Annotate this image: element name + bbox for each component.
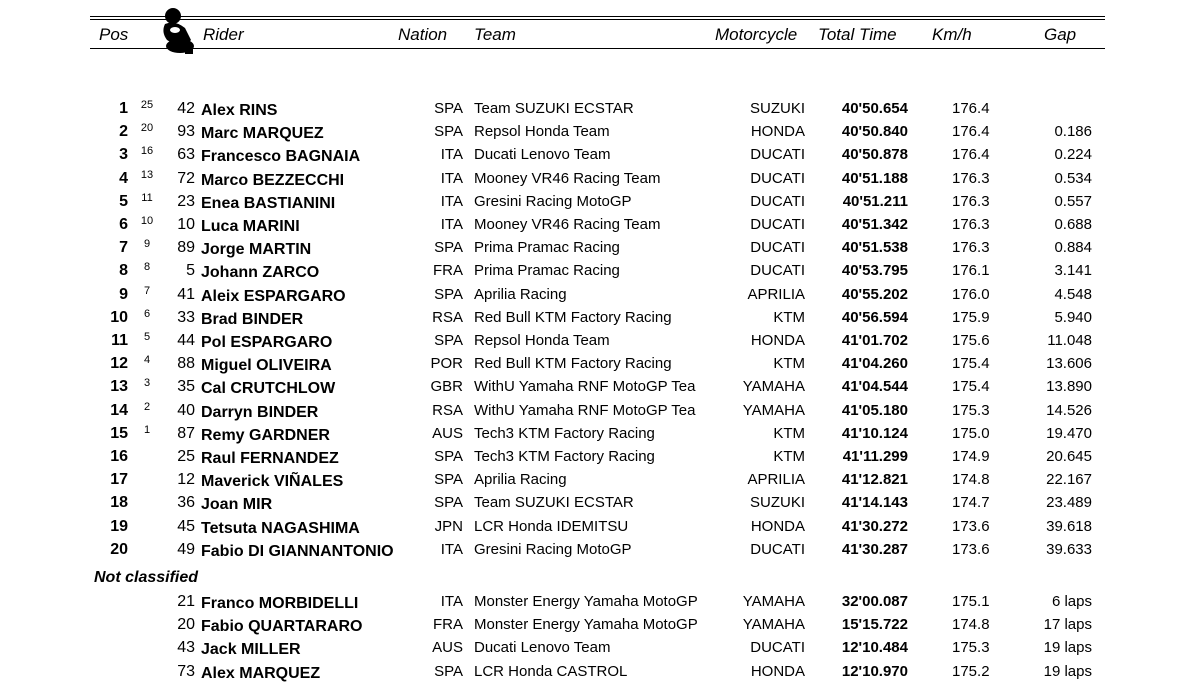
position-cell: 5 (119, 192, 128, 210)
speed-cell: 176.3 (952, 192, 990, 210)
team-cell: Gresini Racing MotoGP (474, 192, 632, 210)
rider-number-cell: 44 (177, 332, 195, 349)
team-cell: Repsol Honda Team (474, 123, 610, 141)
speed-cell: 174.7 (952, 494, 990, 512)
nation-cell: SPA (434, 494, 463, 512)
table-row (0, 375, 1200, 398)
team-cell: LCR Honda CASTROL (474, 662, 628, 680)
points-cell: 25 (140, 99, 154, 111)
table-row (0, 213, 1200, 236)
position-cell: 11 (111, 332, 128, 349)
rider-number-cell: 40 (177, 401, 195, 419)
team-cell: Aprilia Racing (474, 471, 567, 489)
position-cell: 18 (110, 494, 128, 512)
position-cell: 6 (119, 216, 128, 233)
gap-cell: 5.940 (1054, 308, 1092, 326)
points-cell: 1 (143, 423, 151, 436)
rider-number-cell: 23 (177, 192, 195, 210)
speed-cell: 175.6 (952, 332, 990, 349)
speed-cell: 175.1 (952, 593, 990, 610)
gap-cell: 0.534 (1054, 169, 1092, 187)
header-total-time: Total Time (818, 25, 897, 44)
rider-name-cell: Pol ESPARGARO (201, 334, 333, 351)
team-cell: Tech3 KTM Factory Racing (474, 448, 655, 465)
gap-cell: 20.645 (1046, 448, 1092, 465)
motorcycle-cell: KTM (773, 448, 805, 465)
rider-number-cell: 93 (177, 123, 195, 141)
nation-cell: RSA (432, 308, 463, 326)
total-time-cell: 41'01.702 (841, 332, 908, 349)
nation-cell: SPA (434, 662, 463, 680)
total-time-cell: 40'50.878 (841, 146, 908, 164)
team-cell: Ducati Lenovo Team (474, 146, 611, 164)
gap-cell: 14.526 (1046, 401, 1092, 419)
team-cell: Repsol Honda Team (474, 332, 610, 349)
rider-number-cell: 88 (177, 355, 195, 373)
team-cell: WithU Yamaha RNF MotoGP Tea (474, 401, 696, 419)
gap-cell: 6 laps (1051, 593, 1092, 610)
table-row (0, 613, 1200, 636)
speed-cell: 174.8 (952, 471, 990, 489)
motorcycle-cell: DUCATI (750, 146, 805, 164)
points-cell: 4 (143, 354, 151, 367)
rider-name-cell: Miguel OLIVEIRA (201, 357, 332, 375)
points-cell: 6 (143, 307, 151, 320)
gap-cell: 17 laps (1043, 616, 1092, 634)
speed-cell: 174.9 (952, 448, 990, 465)
rider-number-cell: 20 (177, 616, 195, 634)
motorcycle-cell: HONDA (750, 517, 805, 535)
team-cell: Mooney VR46 Racing Team (474, 216, 661, 233)
speed-cell: 174.8 (952, 616, 990, 634)
motorcycle-cell: YAMAHA (742, 616, 805, 634)
total-time-cell: 40'56.594 (841, 308, 908, 326)
rider-name-cell: Tetsuta NAGASHIMA (201, 519, 360, 537)
motorcycle-cell: HONDA (750, 332, 805, 349)
rider-number-cell: 21 (177, 593, 195, 610)
rider-name-cell: Aleix ESPARGARO (201, 287, 346, 305)
rider-name-cell: Brad BINDER (201, 310, 304, 328)
points-cell: 7 (143, 284, 151, 297)
nation-cell: AUS (432, 424, 463, 442)
rider-number-cell: 36 (177, 494, 195, 512)
rider-name-cell: Marco BEZZECCHI (201, 171, 345, 189)
total-time-cell: 32'00.087 (841, 593, 908, 610)
nation-cell: SPA (434, 123, 463, 141)
points-cell: 3 (143, 377, 151, 390)
team-cell: Red Bull KTM Factory Racing (474, 355, 672, 373)
table-row (0, 329, 1200, 352)
speed-cell: 176.4 (952, 100, 990, 117)
nation-cell: SPA (434, 285, 463, 303)
total-time-cell: 41'04.544 (841, 378, 908, 396)
header-pos: Pos (99, 25, 129, 44)
total-time-cell: 41'04.260 (841, 355, 908, 373)
table-row (0, 468, 1200, 491)
nation-cell: GBR (430, 378, 463, 396)
table-row (0, 97, 1200, 120)
gap-cell: 23.489 (1046, 494, 1092, 512)
gap-cell: 0.186 (1054, 123, 1092, 141)
header-top-rule-2 (90, 19, 1105, 20)
rider-number-cell: 87 (177, 424, 195, 442)
rider-number-cell: 25 (177, 448, 195, 465)
nation-cell: JPN (434, 517, 463, 535)
speed-cell: 175.9 (952, 308, 990, 326)
team-cell: Gresini Racing MotoGP (474, 540, 632, 558)
table-row (0, 259, 1200, 282)
nation-cell: ITA (440, 593, 463, 610)
position-cell: 16 (110, 448, 128, 465)
header-bottom-rule (90, 48, 1105, 49)
rider-name-cell: Johann ZARCO (201, 264, 320, 282)
gap-cell: 19 laps (1043, 639, 1092, 657)
team-cell: Prima Pramac Racing (474, 262, 620, 280)
rider-name-cell: Jack MILLER (201, 641, 301, 659)
position-cell: 15 (110, 424, 128, 442)
gap-cell: 4.548 (1054, 285, 1092, 303)
points-cell: 20 (140, 122, 154, 135)
gap-cell: 19.470 (1046, 424, 1092, 442)
motorcycle-cell: SUZUKI (749, 100, 805, 117)
points-cell: 8 (143, 261, 151, 274)
speed-cell: 176.3 (952, 239, 990, 257)
rider-number-cell: 45 (177, 517, 195, 535)
rider-number-cell: 43 (177, 639, 195, 657)
position-cell: 8 (119, 262, 128, 280)
position-cell: 20 (110, 540, 128, 558)
header-top-rule (90, 16, 1105, 17)
position-cell: 7 (119, 239, 128, 257)
rider-number-cell: 5 (186, 262, 195, 280)
rider-number-cell: 42 (177, 100, 195, 117)
rider-number-cell: 49 (177, 540, 195, 558)
rider-name-cell: Maverick VIÑALES (201, 473, 344, 491)
nation-cell: POR (430, 355, 463, 373)
team-cell: Ducati Lenovo Team (474, 639, 611, 657)
table-row (0, 236, 1200, 259)
gap-cell: 13.890 (1046, 378, 1092, 396)
nation-cell: ITA (440, 540, 463, 558)
not-classified-heading: Not classified (94, 569, 199, 586)
rider-name-cell: Alex MARQUEZ (201, 664, 321, 682)
nation-cell: ITA (440, 216, 463, 233)
rider-name-cell: Marc MARQUEZ (201, 125, 324, 143)
motorcycle-cell: DUCATI (750, 216, 805, 233)
gap-cell: 0.688 (1054, 216, 1092, 233)
nation-cell: FRA (433, 616, 463, 634)
rider-name-cell: Raul FERNANDEZ (201, 450, 339, 467)
total-time-cell: 40'51.188 (841, 169, 908, 187)
motorcycle-cell: DUCATI (750, 540, 805, 558)
position-cell: 17 (110, 471, 128, 489)
header-team: Team (474, 25, 516, 44)
table-row (0, 636, 1200, 659)
total-time-cell: 41'30.287 (841, 540, 908, 558)
rider-number-cell: 35 (177, 378, 195, 396)
nation-cell: RSA (432, 401, 463, 419)
position-cell: 19 (110, 517, 128, 535)
team-cell: Red Bull KTM Factory Racing (474, 308, 672, 326)
total-time-cell: 41'12.821 (841, 471, 908, 489)
gap-cell: 3.141 (1054, 262, 1092, 280)
gap-cell: 11.048 (1047, 332, 1092, 349)
team-cell: Monster Energy Yamaha MotoGP (474, 616, 698, 634)
motorcycle-cell: KTM (773, 355, 805, 373)
header-motorcycle: Motorcycle (715, 25, 798, 44)
motorcycle-cell: SUZUKI (749, 494, 805, 512)
rider-name-cell: Cal CRUTCHLOW (201, 380, 336, 398)
header-rider: Rider (203, 25, 244, 44)
gap-cell: 22.167 (1046, 471, 1092, 489)
nation-cell: AUS (432, 639, 463, 657)
speed-cell: 173.6 (952, 540, 990, 558)
nation-cell: ITA (440, 146, 463, 164)
nation-cell: FRA (433, 262, 463, 280)
motorcycle-cell: YAMAHA (742, 378, 805, 396)
team-cell: Mooney VR46 Racing Team (474, 169, 661, 187)
speed-cell: 175.2 (952, 662, 990, 680)
team-cell: Tech3 KTM Factory Racing (474, 424, 655, 442)
motorcycle-cell: KTM (773, 308, 805, 326)
position-cell: 10 (110, 308, 128, 326)
table-row (0, 538, 1200, 561)
speed-cell: 173.6 (952, 517, 990, 535)
rider-number-cell: 72 (177, 169, 195, 187)
rider-number-cell: 89 (177, 239, 195, 257)
total-time-cell: 40'51.342 (841, 216, 908, 233)
gap-cell: 0.884 (1054, 239, 1092, 257)
points-cell: 11 (141, 191, 153, 204)
motorcycle-cell: APRILIA (747, 471, 805, 489)
position-cell: 9 (119, 285, 128, 303)
rider-name-cell: Alex RINS (201, 102, 278, 119)
header-nation: Nation (398, 25, 448, 44)
total-time-cell: 41'11.299 (842, 448, 908, 465)
motorcycle-cell: HONDA (750, 662, 805, 680)
team-cell: Team SUZUKI ECSTAR (474, 100, 634, 117)
rider-number-cell: 33 (177, 308, 195, 326)
team-cell: LCR Honda IDEMITSU (474, 517, 629, 535)
table-row (0, 167, 1200, 190)
table-row (0, 399, 1200, 422)
rider-number-cell: 41 (177, 285, 195, 303)
points-cell: 13 (140, 168, 154, 181)
rider-name-cell: Franco MORBIDELLI (201, 595, 359, 612)
nation-cell: SPA (434, 100, 463, 117)
nation-cell: ITA (440, 192, 463, 210)
rider-name-cell: Fabio DI GIANNANTONIO (201, 542, 394, 560)
table-row (0, 660, 1200, 683)
total-time-cell: 12'10.484 (841, 639, 908, 657)
total-time-cell: 41'14.143 (841, 494, 908, 512)
motorcycle-cell: YAMAHA (742, 401, 805, 419)
position-cell: 1 (119, 100, 128, 117)
motorcycle-rider-icon (155, 6, 201, 56)
speed-cell: 175.4 (952, 378, 990, 396)
speed-cell: 176.4 (952, 146, 990, 164)
motorcycle-cell: DUCATI (750, 169, 805, 187)
speed-cell: 175.3 (952, 401, 990, 419)
total-time-cell: 41'10.124 (841, 424, 908, 442)
nation-cell: SPA (434, 332, 463, 349)
motorcycle-cell: APRILIA (747, 285, 805, 303)
total-time-cell: 40'51.211 (842, 192, 908, 210)
speed-cell: 175.3 (952, 639, 990, 657)
motorcycle-cell: DUCATI (750, 239, 805, 257)
table-row (0, 422, 1200, 445)
total-time-cell: 40'55.202 (841, 285, 908, 303)
table-row (0, 306, 1200, 329)
points-cell: 2 (143, 400, 151, 413)
total-time-cell: 40'50.840 (841, 123, 908, 141)
table-row (0, 445, 1200, 468)
speed-cell: 176.3 (952, 216, 990, 233)
motorcycle-cell: YAMAHA (742, 593, 805, 610)
total-time-cell: 12'10.970 (841, 662, 908, 680)
rider-number-cell: 12 (177, 471, 195, 489)
team-cell: Aprilia Racing (474, 285, 567, 303)
table-row (0, 491, 1200, 514)
rider-name-cell: Darryn BINDER (201, 403, 319, 421)
gap-cell: 0.224 (1054, 146, 1092, 164)
total-time-cell: 41'30.272 (841, 517, 908, 535)
speed-cell: 175.0 (952, 424, 990, 442)
position-cell: 3 (119, 146, 128, 164)
nation-cell: SPA (434, 239, 463, 257)
gap-cell: 0.557 (1054, 192, 1092, 210)
gap-cell: 39.633 (1046, 540, 1092, 558)
rider-number-cell: 10 (177, 216, 195, 233)
rider-number-cell: 73 (177, 662, 195, 680)
rider-name-cell: Jorge MARTIN (201, 241, 312, 259)
points-cell: 10 (140, 215, 154, 227)
rider-name-cell: Enea BASTIANINI (201, 194, 336, 212)
points-cell: 9 (143, 238, 151, 251)
header-kmh: Km/h (932, 25, 972, 44)
rider-name-cell: Remy GARDNER (201, 426, 330, 444)
team-cell: Prima Pramac Racing (474, 239, 620, 257)
total-time-cell: 40'51.538 (841, 239, 908, 257)
rider-name-cell: Fabio QUARTARARO (201, 618, 363, 636)
position-cell: 2 (119, 123, 128, 141)
gap-cell: 19 laps (1043, 662, 1092, 680)
position-cell: 4 (119, 169, 128, 187)
total-time-cell: 15'15.722 (841, 616, 908, 634)
rider-name-cell: Joan MIR (201, 496, 273, 514)
rider-number-cell: 63 (177, 146, 195, 164)
table-row (0, 143, 1200, 166)
points-cell: 16 (140, 145, 154, 158)
position-cell: 14 (110, 401, 128, 419)
table-row (0, 120, 1200, 143)
team-cell: Team SUZUKI ECSTAR (474, 494, 634, 512)
speed-cell: 176.4 (952, 123, 990, 141)
table-row (0, 352, 1200, 375)
position-cell: 12 (110, 355, 128, 373)
total-time-cell: 40'50.654 (841, 100, 908, 117)
team-cell: WithU Yamaha RNF MotoGP Tea (474, 378, 696, 396)
motorcycle-cell: HONDA (750, 123, 805, 141)
gap-cell: 13.606 (1046, 355, 1092, 373)
speed-cell: 176.0 (952, 285, 990, 303)
table-row (0, 515, 1200, 538)
nation-cell: SPA (434, 448, 463, 465)
speed-cell: 176.1 (952, 262, 990, 280)
header-gap: Gap (1044, 25, 1077, 44)
rider-name-cell: Luca MARINI (201, 218, 300, 235)
points-cell: 5 (143, 331, 151, 343)
gap-cell: 39.618 (1046, 517, 1092, 535)
motorcycle-cell: KTM (773, 424, 805, 442)
total-time-cell: 40'53.795 (841, 262, 908, 280)
nation-cell: SPA (434, 471, 463, 489)
speed-cell: 175.4 (952, 355, 990, 373)
position-cell: 13 (110, 378, 128, 396)
table-row (0, 590, 1200, 613)
nation-cell: ITA (440, 169, 463, 187)
total-time-cell: 41'05.180 (841, 401, 908, 419)
rider-name-cell: Francesco BAGNAIA (201, 148, 361, 166)
motorcycle-cell: DUCATI (750, 639, 805, 657)
speed-cell: 176.3 (952, 169, 990, 187)
table-row (0, 283, 1200, 306)
motorcycle-cell: DUCATI (750, 262, 805, 280)
motorcycle-cell: DUCATI (750, 192, 805, 210)
table-row (0, 190, 1200, 213)
team-cell: Monster Energy Yamaha MotoGP (474, 593, 698, 610)
